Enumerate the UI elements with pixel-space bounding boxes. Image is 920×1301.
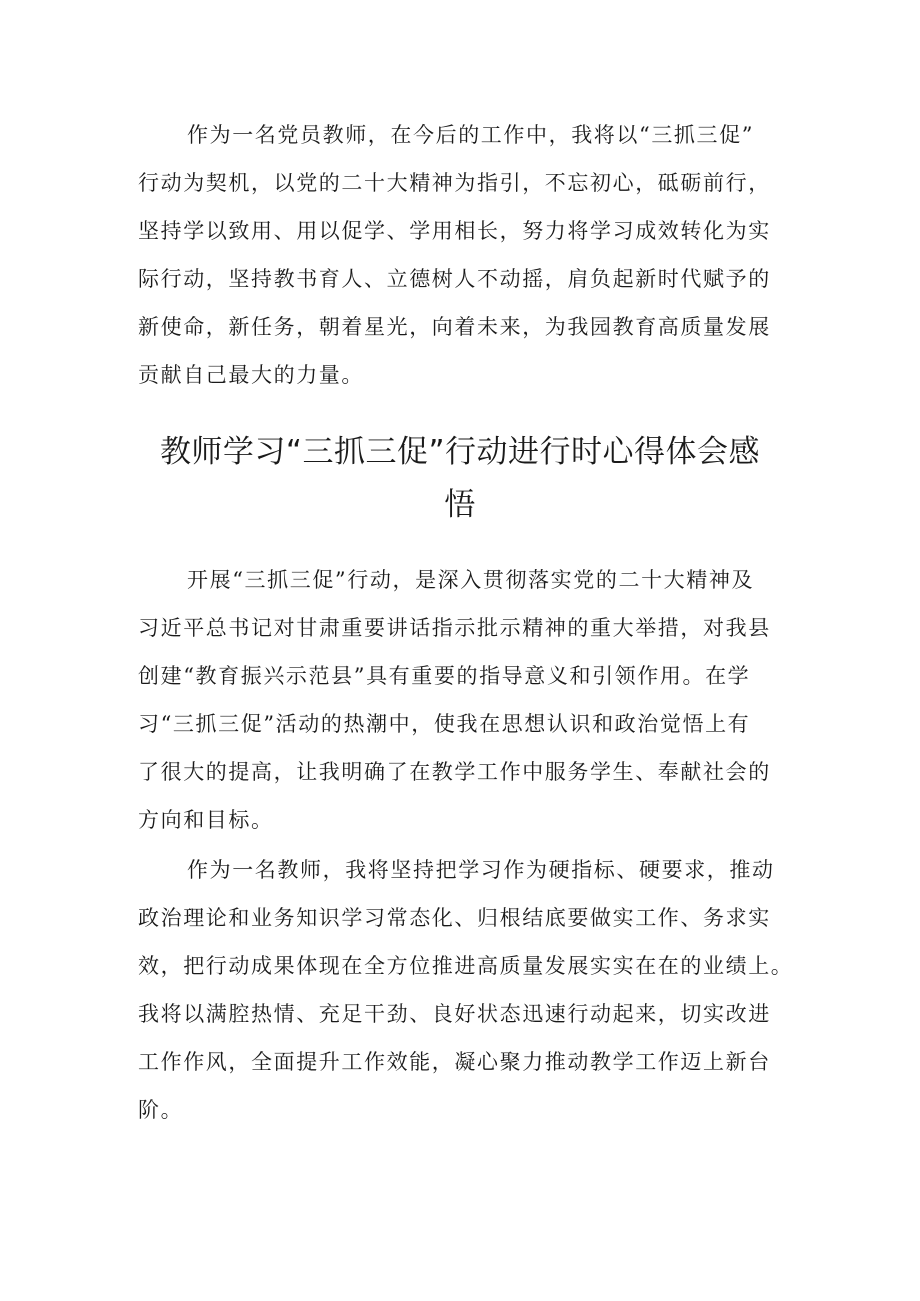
paragraph-line: 工作作风，全面提升工作效能，凝心聚力推动教学工作迈上新台 <box>138 1050 771 1074</box>
paragraph-line: 行动为契机，以党的二十大精神为指引，不忘初心，砥砺前行， <box>138 171 771 195</box>
paragraph-line: 新使命，新任务，朝着星光，向着未来，为我园教育高质量发展 <box>138 315 771 339</box>
paragraph-line: 作为一名党员教师，在今后的工作中，我将以“三抓三促” <box>187 123 755 147</box>
paragraph-line: 了很大的提高，让我明确了在教学工作中服务学生、奉献社会的 <box>138 760 771 784</box>
heading-line-2: 悟 <box>444 487 476 523</box>
heading-line-1: 教师学习“三抓三促”行动进行时心得体会感 <box>159 434 761 470</box>
paragraph-line: 作为一名教师，我将坚持把学习作为硬指标、硬要求，推动 <box>187 858 775 882</box>
paragraph-line: 习“三抓三促”活动的热潮中，使我在思想认识和政治觉悟上有 <box>138 712 751 736</box>
paragraph-line: 坚持学以致用、用以促学、学用相长，努力将学习成效转化为实 <box>138 219 771 243</box>
paragraph-line: 阶。 <box>138 1098 184 1122</box>
paragraph-line: 际行动，坚持教书育人、立德树人不动摇，肩负起新时代赋予的 <box>138 267 771 291</box>
paragraph-line: 开展“三抓三促”行动，是深入贯彻落实党的二十大精神及 <box>187 568 755 592</box>
paragraph-line: 创建“教育振兴示范县”具有重要的指导意义和引领作用。在学 <box>138 664 751 688</box>
paragraph-line: 政治理论和业务知识学习常态化、归根结底要做实工作、务求实 <box>138 906 771 930</box>
paragraph-line: 习近平总书记对甘肃重要讲话指示批示精神的重大举措，对我县 <box>138 616 771 640</box>
paragraph-line: 效，把行动成果体现在全方位推进高质量发展实实在在的业绩上。 <box>138 954 794 978</box>
paragraph-line: 贡献自己最大的力量。 <box>138 363 364 387</box>
paragraph-line: 我将以满腔热情、充足干劲、良好状态迅速行动起来，切实改进 <box>138 1002 771 1026</box>
paragraph-line: 方向和目标。 <box>138 808 274 832</box>
